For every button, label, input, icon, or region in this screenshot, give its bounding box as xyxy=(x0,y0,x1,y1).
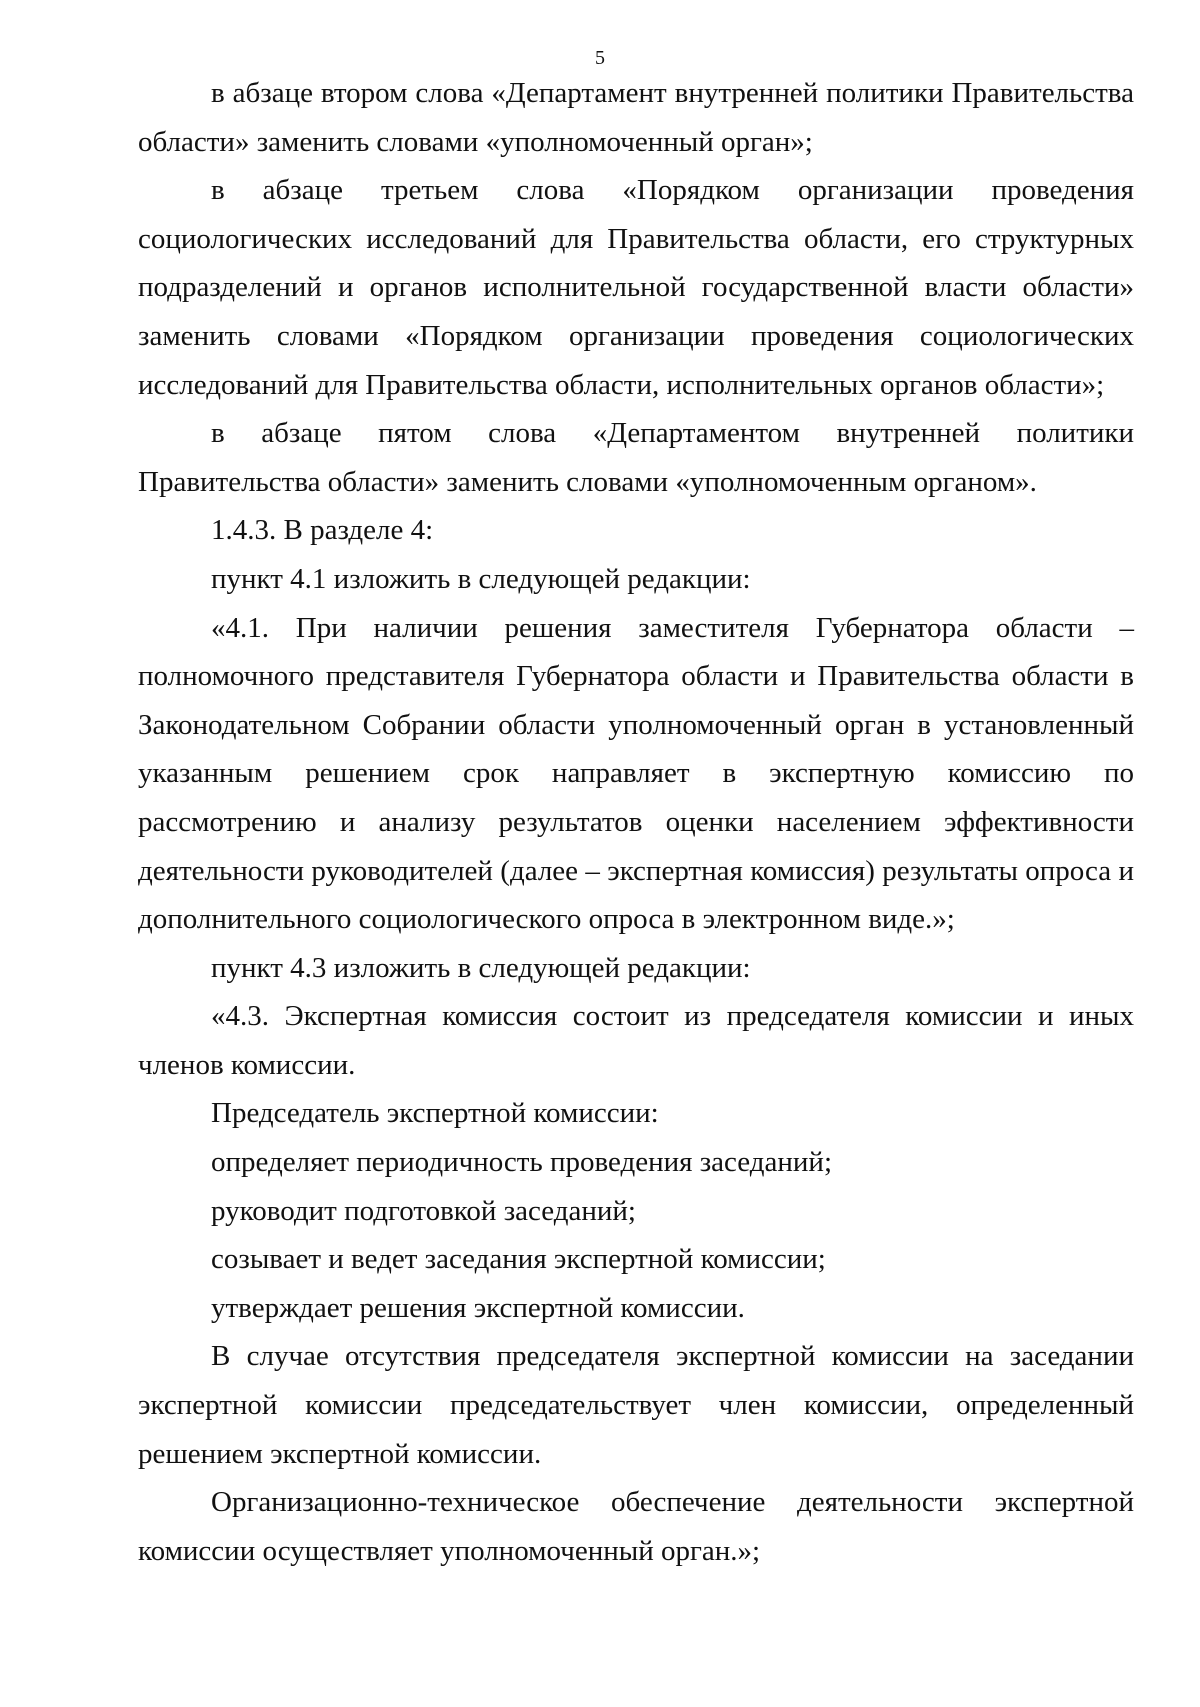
paragraph-4: 1.4.3. В разделе 4: xyxy=(211,514,434,547)
paragraph-15: Организационно-техническое обеспечение деятельности экспертной комиссии осуществляет уполномоченный орган.»; xyxy=(138,1486,1134,1567)
paragraph-13: утверждает решения экспертной комиссии. xyxy=(211,1291,745,1324)
paragraph-9: Председатель экспертной комиссии: xyxy=(211,1097,659,1130)
document-body xyxy=(138,69,1134,1575)
paragraph-5: пункт 4.1 изложить в следующей редакции: xyxy=(211,562,751,595)
paragraph-6: «4.1. При наличии решения заместителя Губернатора области – полномочного представителя Губернатора области и Правительства области в Законодательном Собрании области уполномоченный орган в установленный указанным решением срок направляет в экспертную комиссию по рассмотрению и анализу результатов оценки населением эффективности деятельности руководителей (далее – экспертная комиссия) результаты опроса и дополнительного социологического опроса в электронном виде.»; xyxy=(138,611,1134,936)
page-number: 5 xyxy=(595,47,605,69)
paragraph-2: в абзаце третьем слова «Порядком организации проведения социологических исследований для Правительства области, его структурных подразделений и органов исполнительной государственной власти области» заменить словами «Порядком организации проведения социологических исследований для Правительства области, исполнительных органов области»; xyxy=(138,174,1134,401)
paragraph-8: «4.3. Экспертная комиссия состоит из председателя комиссии и иных членов комиссии. xyxy=(138,1000,1134,1081)
paragraph-14: В случае отсутствия председателя экспертной комиссии на заседании экспертной комиссии председательствует член комиссии, определенный решением экспертной комиссии. xyxy=(138,1340,1134,1470)
paragraph-7: пункт 4.3 изложить в следующей редакции: xyxy=(211,951,751,984)
paragraph-12: созывает и ведет заседания экспертной комиссии; xyxy=(211,1243,826,1276)
paragraph-3: в абзаце пятом слова «Департаментом внутренней политики Правительства области» заменить словами «уполномоченным органом». xyxy=(138,417,1134,498)
paragraph-10: определяет периодичность проведения заседаний; xyxy=(211,1146,833,1179)
paragraph-1: в абзаце втором слова «Департамент внутренней политики Правительства области» заменить словами «уполномоченный орган»; xyxy=(138,77,1134,158)
paragraph-11: руководит подготовкой заседаний; xyxy=(211,1194,636,1227)
